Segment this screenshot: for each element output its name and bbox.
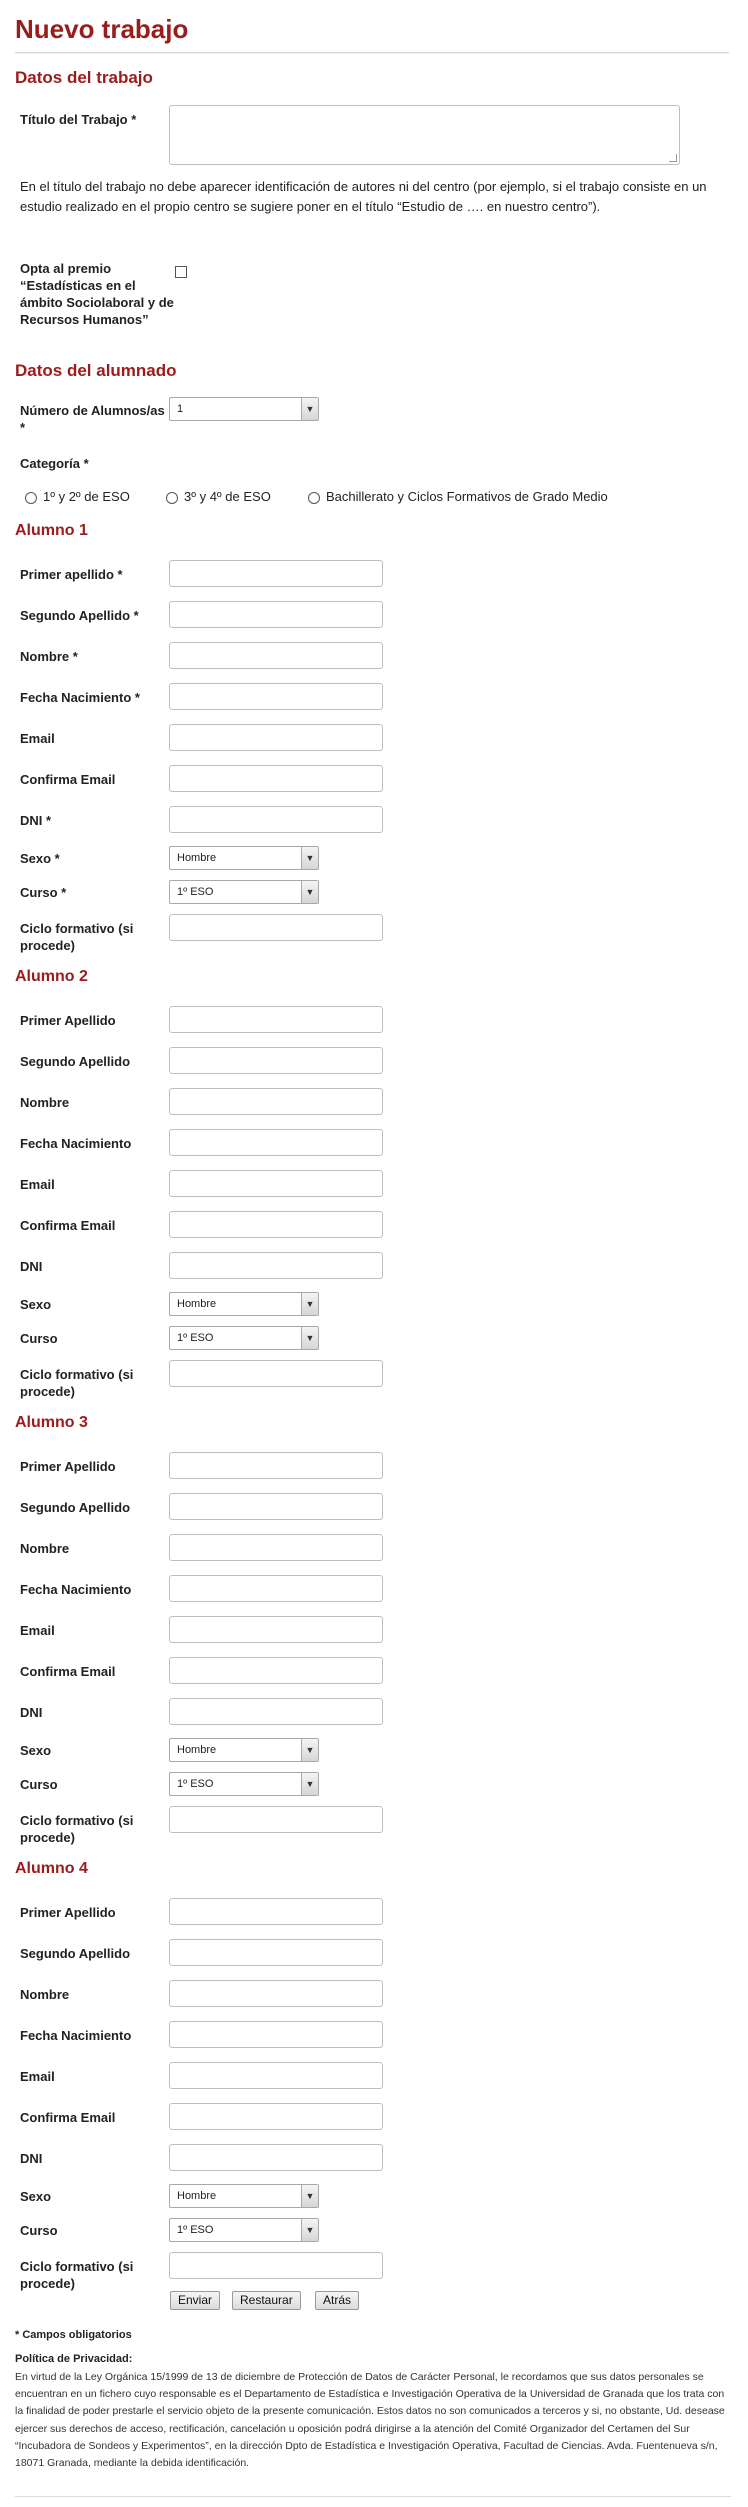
alumno-1-email-label: Email (20, 731, 55, 746)
alumno-3-segundo-apellido-label: Segundo Apellido (20, 1500, 131, 1515)
alumno-2-confirma-email-label: Confirma Email (20, 1218, 116, 1233)
alumno-1-confirma-email-input[interactable] (169, 765, 383, 792)
alumno-1-dni-input[interactable] (169, 806, 383, 833)
premio-label: Opta al premio “Estadísticas en el ámbito Sociolaboral y de Recursos Humanos” (20, 261, 174, 327)
numero-alumnos-label: Número de Alumnos/as * (20, 403, 165, 435)
alumno-4-email-label: Email (20, 2069, 55, 2084)
alumno-4-primer-apellido-input[interactable] (169, 1898, 383, 1925)
alumno-1-nombre-input[interactable] (169, 642, 383, 669)
alumno-2-dni-label: DNI (20, 1259, 43, 1274)
categoria-option-2: 3º y 4º de ESO (184, 489, 271, 504)
numero-alumnos-select[interactable] (169, 397, 319, 421)
alumno-4-curso-label: Curso (20, 2223, 58, 2238)
alumno-2-fecha-input[interactable] (169, 1129, 383, 1156)
alumno-3-sexo-select[interactable] (169, 1738, 319, 1762)
alumno-3-fecha-input[interactable] (169, 1575, 383, 1602)
alumno-3-confirma-email-input[interactable] (169, 1657, 383, 1684)
resize-grip-icon[interactable] (669, 154, 677, 162)
alumno-4-fecha-input[interactable] (169, 2021, 383, 2048)
alumno-1-segundo-apellido-input[interactable] (169, 601, 383, 628)
alumno-2-primer-apellido-label: Primer Apellido (20, 1013, 116, 1028)
categoria-radio-1[interactable] (25, 492, 37, 504)
alumno-2-curso-value: 1º ESO (177, 1332, 214, 1344)
alumno-3-curso-value: 1º ESO (177, 1778, 214, 1790)
alumno-3-ciclo-input[interactable] (169, 1806, 383, 1833)
alumno-4-dni-label: DNI (20, 2151, 43, 2166)
enviar-button[interactable]: Enviar (170, 2291, 220, 2310)
chevron-down-icon: ▼ (301, 847, 318, 869)
chevron-down-icon: ▼ (301, 2219, 318, 2241)
alumno-4-dni-input[interactable] (169, 2144, 383, 2171)
chevron-down-icon: ▼ (301, 1293, 318, 1315)
alumno-3-dni-label: DNI (20, 1705, 43, 1720)
alumno-1-sexo-value: Hombre (177, 852, 217, 864)
footer-divider (15, 2496, 731, 2497)
alumno-1-segundo-apellido-label: Segundo Apellido * (20, 608, 139, 623)
alumno-4-heading: Alumno 4 (15, 1860, 88, 1877)
alumno-4-nombre-label: Nombre (20, 1987, 70, 2002)
alumno-1-email-input[interactable] (169, 724, 383, 751)
alumno-2-ciclo-label: Ciclo formativo (si procede) (20, 1367, 134, 1399)
alumno-4-fecha-label: Fecha Nacimiento (20, 2028, 132, 2043)
titulo-note: En el título del trabajo no debe aparecer identificación de autores ni del centro (por ejemplo, si el trabajo consiste en un estudio realizado en el propio centro se sugiere poner en el título “Estudio de …. en nuestro centro”). (20, 179, 707, 214)
alumno-4-curso-value: 1º ESO (177, 2224, 214, 2236)
alumno-4-email-input[interactable] (169, 2062, 383, 2089)
alumno-2-email-label: Email (20, 1177, 55, 1192)
alumno-3-curso-label: Curso (20, 1777, 58, 1792)
alumno-3-primer-apellido-label: Primer Apellido (20, 1459, 116, 1474)
alumno-2-email-input[interactable] (169, 1170, 383, 1197)
chevron-down-icon: ▼ (301, 1739, 318, 1761)
titulo-textarea[interactable] (169, 105, 680, 165)
alumno-1-ciclo-label: Ciclo formativo (si procede) (20, 921, 134, 953)
categoria-radio-3[interactable] (308, 492, 320, 504)
categoria-radio-2[interactable] (166, 492, 178, 504)
alumno-1-curso-label: Curso * (20, 885, 67, 900)
alumno-1-ciclo-input[interactable] (169, 914, 383, 941)
alumno-1-dni-label: DNI * (20, 813, 52, 828)
alumno-2-heading: Alumno 2 (15, 968, 88, 985)
alumno-1-sexo-select[interactable] (169, 846, 319, 870)
alumno-2-dni-input[interactable] (169, 1252, 383, 1279)
alumno-3-fecha-label: Fecha Nacimiento (20, 1582, 132, 1597)
alumno-2-curso-label: Curso (20, 1331, 58, 1346)
alumno-4-sexo-value: Hombre (177, 2190, 217, 2202)
alumno-2-curso-select[interactable] (169, 1326, 319, 1350)
alumno-1-curso-select[interactable] (169, 880, 319, 904)
chevron-down-icon: ▼ (301, 398, 318, 420)
premio-checkbox[interactable] (175, 266, 187, 278)
chevron-down-icon: ▼ (301, 2185, 318, 2207)
alumno-3-sexo-value: Hombre (177, 1744, 217, 1756)
alumno-1-fecha-input[interactable] (169, 683, 383, 710)
alumno-4-sexo-select[interactable] (169, 2184, 319, 2208)
alumno-3-heading: Alumno 3 (15, 1414, 88, 1431)
alumno-2-segundo-apellido-input[interactable] (169, 1047, 383, 1074)
alumno-4-curso-select[interactable] (169, 2218, 319, 2242)
alumno-1-heading: Alumno 1 (15, 522, 88, 539)
categoria-option-1: 1º y 2º de ESO (43, 489, 130, 504)
chevron-down-icon: ▼ (301, 881, 318, 903)
chevron-down-icon: ▼ (301, 1327, 318, 1349)
categoria-label: Categoría * (20, 456, 89, 471)
alumno-4-confirma-email-input[interactable] (169, 2103, 383, 2130)
alumno-1-primer-apellido-label: Primer apellido * (20, 567, 123, 582)
section-heading-alumnado: Datos del alumnado (15, 361, 177, 380)
alumno-3-email-input[interactable] (169, 1616, 383, 1643)
alumno-2-segundo-apellido-label: Segundo Apellido (20, 1054, 131, 1069)
alumno-3-segundo-apellido-input[interactable] (169, 1493, 383, 1520)
titulo-label: Título del Trabajo * (20, 112, 137, 127)
alumno-2-confirma-email-input[interactable] (169, 1211, 383, 1238)
alumno-2-nombre-label: Nombre (20, 1095, 70, 1110)
alumno-3-nombre-label: Nombre (20, 1541, 70, 1556)
required-fields-note: * Campos obligatorios (15, 2329, 132, 2341)
alumno-4-segundo-apellido-input[interactable] (169, 1939, 383, 1966)
alumno-2-primer-apellido-input[interactable] (169, 1006, 383, 1033)
alumno-4-ciclo-input[interactable] (169, 2252, 383, 2279)
numero-alumnos-value: 1 (177, 403, 184, 415)
alumno-1-confirma-email-label: Confirma Email (20, 772, 116, 787)
alumno-2-nombre-input[interactable] (169, 1088, 383, 1115)
alumno-3-curso-select[interactable] (169, 1772, 319, 1796)
alumno-2-fecha-label: Fecha Nacimiento (20, 1136, 132, 1151)
title-divider (15, 52, 729, 54)
alumno-3-confirma-email-label: Confirma Email (20, 1664, 116, 1679)
alumno-1-sexo-label: Sexo * (20, 851, 60, 866)
chevron-down-icon: ▼ (301, 1773, 318, 1795)
alumno-4-confirma-email-label: Confirma Email (20, 2110, 116, 2125)
alumno-3-primer-apellido-input[interactable] (169, 1452, 383, 1479)
page-title: Nuevo trabajo (15, 14, 189, 44)
alumno-4-ciclo-label: Ciclo formativo (si procede) (20, 2259, 134, 2291)
alumno-2-sexo-label: Sexo (20, 1297, 52, 1312)
privacy-title: Política de Privacidad: (15, 2353, 133, 2365)
restaurar-button[interactable]: Restaurar (232, 2291, 301, 2310)
alumno-3-dni-input[interactable] (169, 1698, 383, 1725)
alumno-1-curso-value: 1º ESO (177, 886, 214, 898)
alumno-2-ciclo-input[interactable] (169, 1360, 383, 1387)
alumno-1-fecha-label: Fecha Nacimiento * (20, 690, 140, 705)
alumno-3-ciclo-label: Ciclo formativo (si procede) (20, 1813, 134, 1845)
alumno-2-sexo-select[interactable] (169, 1292, 319, 1316)
alumno-4-primer-apellido-label: Primer Apellido (20, 1905, 116, 1920)
alumno-3-nombre-input[interactable] (169, 1534, 383, 1561)
alumno-4-segundo-apellido-label: Segundo Apellido (20, 1946, 131, 1961)
section-heading-trabajo: Datos del trabajo (15, 68, 153, 87)
alumno-3-sexo-label: Sexo (20, 1743, 52, 1758)
alumno-3-email-label: Email (20, 1623, 55, 1638)
alumno-2-sexo-value: Hombre (177, 1298, 217, 1310)
alumno-1-nombre-label: Nombre * (20, 649, 78, 664)
atras-button[interactable]: Atrás (315, 2291, 359, 2310)
alumno-1-primer-apellido-input[interactable] (169, 560, 383, 587)
alumno-4-nombre-input[interactable] (169, 1980, 383, 2007)
alumno-4-sexo-label: Sexo (20, 2189, 52, 2204)
privacy-text: En virtud de la Ley Orgánica 15/1999 de 13 de diciembre de Protección de Datos de Carácter Personal, le recordamos que sus datos personales se encuentran en un fichero cuyo responsable es el Departamento de Estadística e Investigación Operativa de la Universidad de Granada que los trata con la finalidad de poder prestarle el servicio objeto de la presente comunicación. Estos datos no son comunicados a terceros y si, no obstante, Ud. desease ejercer sus derechos de acceso, rectificación, cancelación u oposición podrá dirigirse a la atención del Comité Organizador del Certamen del Sur “Incubadora de Sondeos y Experimentos”, en la dirección Dpto de Estadística e Investigación Operativa, Facultad de Ciencias. Avda. Fuentenueva s/n, 18071 Granada, mediante la debida identificación. (15, 2371, 725, 2470)
categoria-option-3: Bachillerato y Ciclos Formativos de Grado Medio (326, 489, 608, 504)
